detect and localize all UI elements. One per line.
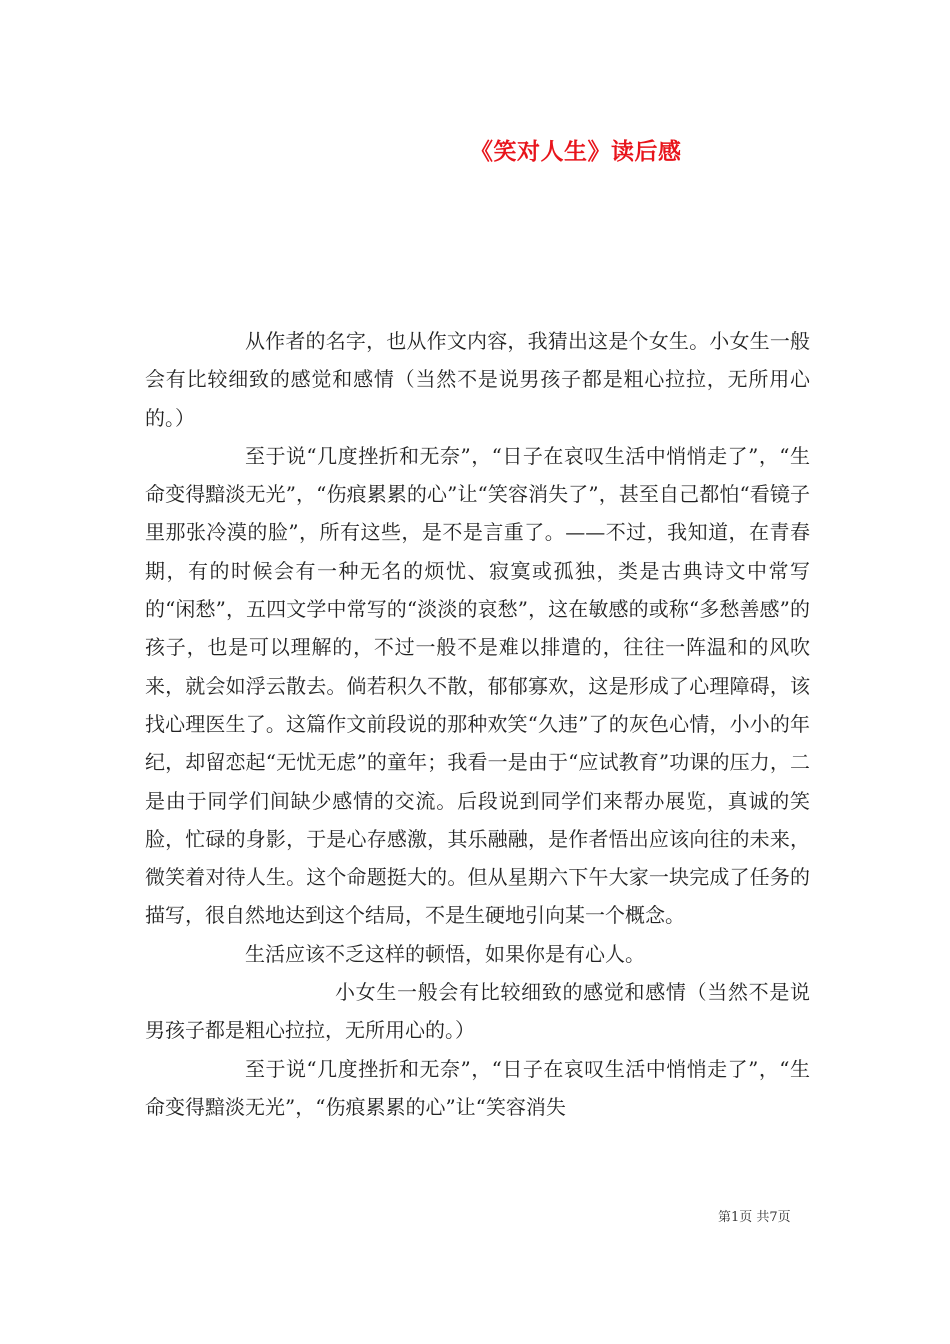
paragraph-4: 小女生一般会有比较细致的感觉和感情（当然不是说男孩子都是粗心拉拉，无所用心的。） — [145, 980, 810, 1043]
paragraph-5: 至于说“几度挫折和无奈”，“日子在哀叹生活中悄悄走了”，“生命变得黯淡无光”，“伤痕累累的心”让“笑容消失 — [145, 1056, 810, 1119]
paragraph-2: 至于说“几度挫折和无奈”，“日子在哀叹生活中悄悄走了”，“生命变得黯淡无光”，“伤痕累累的心”让“笑容消失了”，甚至自己都怕“看镜子里那张冷漠的脸”，所有这些，是不是言重了。——不过，我知道，在青春期，有的时候会有一种无名的烦忧、寂寞或孤独，类是古典诗文中常写的“闲愁”，五四文学中常写的“淡淡的哀愁”，这在敏感的或称“多愁善感”的孩子，也是可以理解的，不过一般不是难以排遣的，往往一阵温和的风吹来，就会如浮云散去。倘若积久不散，郁郁寡欢，这是形成了心理障碍，该找心理医生了。这篇作文前段说的那种欢笑“久违”了的灰色心情，小小的年纪，却留恋起“无忧无虑”的童年；我看一是由于“应试教育”功课的压力，二是由于同学们间缺少感情的交流。后段说到同学们来帮办展览，真诚的笑脸，忙碌的身影，于是心存感激，其乐融融，是作者悟出应该向往的未来，微笑着对待人生。这个命题挺大的。但从星期六下午大家一块完成了任务的描写，很自然地达到这个结局，不是生硬地引向某一个概念。 — [145, 443, 810, 928]
document-body — [145, 322, 810, 1126]
paragraph-3: 生活应该不乏这样的顿悟，如果你是有心人。 — [245, 941, 645, 966]
paragraph-1: 从作者的名字，也从作文内容，我猜出这是个女生。小女生一般会有比较细致的感觉和感情（当然不是说男孩子都是粗心拉拉，无所用心的。） — [145, 329, 810, 430]
page-number: 第1页 共7页 — [718, 1210, 791, 1225]
document-title: 《笑对人生》读后感 — [470, 138, 682, 165]
